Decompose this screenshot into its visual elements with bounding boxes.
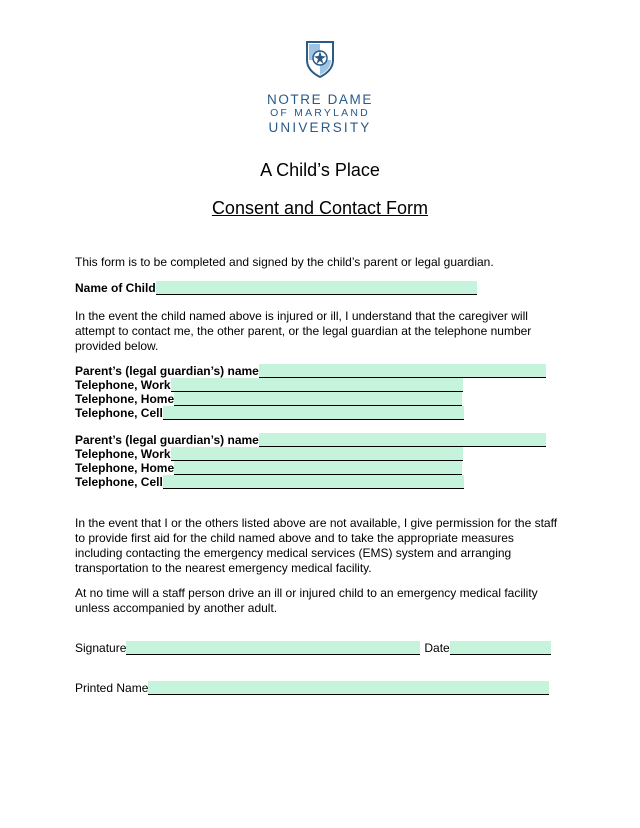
contact-line-2: attempt to contact me, the other parent, or the legal guardian at the telephone number	[75, 324, 532, 338]
guardian1-home-label: Telephone, Home	[75, 392, 175, 406]
permission-line-4: transportation to the nearest emergency medical facility.	[75, 561, 372, 575]
logo-line-2: OF MARYLAND	[270, 107, 370, 119]
guardian1-cell-field[interactable]	[163, 406, 464, 420]
date-label: Date	[424, 641, 450, 655]
transport-paragraph	[75, 586, 538, 616]
guardian1-work-row	[75, 378, 463, 392]
guardian1-name-field[interactable]	[259, 364, 546, 378]
shield-crest-icon	[305, 40, 335, 78]
name-of-child-field[interactable]	[156, 281, 477, 295]
name-of-child-row	[75, 281, 477, 295]
permission-line-2: to provide first aid for the child named above and to take the appropriate measures	[75, 531, 514, 545]
printed-name-field[interactable]	[148, 681, 549, 695]
guardian1-name-row	[75, 364, 546, 378]
guardian2-home-label: Telephone, Home	[75, 461, 175, 475]
guardian1-work-field[interactable]	[171, 378, 463, 392]
guardian2-work-row	[75, 447, 463, 461]
transport-line-1: At no time will a staff person drive an ill or injured child to an emergency medical facility	[75, 586, 538, 600]
signature-field[interactable]	[126, 641, 420, 655]
guardian1-home-row	[75, 392, 462, 406]
guardian1-work-label: Telephone, Work	[75, 378, 171, 392]
guardian2-name-label: Parent’s (legal guardian’s) name	[75, 433, 259, 447]
logo-line-1: NOTRE DAME	[266, 92, 373, 107]
guardian2-cell-field[interactable]	[163, 475, 464, 489]
name-of-child-label: Name of Child	[75, 281, 156, 295]
contact-line-3: provided below.	[75, 339, 159, 353]
guardian1-home-field[interactable]	[174, 392, 462, 406]
printed-name-label: Printed Name	[75, 681, 149, 695]
signature-label: Signature	[75, 641, 127, 655]
form-subtitle-text: Consent and Contact Form	[211, 198, 429, 218]
guardian2-home-row	[75, 461, 462, 475]
guardian2-home-field[interactable]	[174, 461, 462, 475]
university-logo	[0, 40, 640, 135]
transport-line-2: unless accompanied by another adult.	[75, 601, 278, 615]
guardian2-work-label: Telephone, Work	[75, 447, 171, 461]
permission-line-3: including contacting the emergency medical services (EMS) system and arranging	[75, 546, 512, 560]
guardian2-cell-label: Telephone, Cell	[75, 475, 163, 489]
guardian1-cell-label: Telephone, Cell	[75, 406, 163, 420]
guardian1-cell-row	[75, 406, 464, 420]
guardian2-work-field[interactable]	[171, 447, 463, 461]
intro-text: This form is to be completed and signed by the child’s parent or legal guardian.	[75, 255, 494, 269]
guardian2-name-field[interactable]	[259, 433, 546, 447]
guardian2-name-row	[75, 433, 546, 447]
permission-line-1: In the event that I or the others listed above are not available, I give permission for the staff	[75, 516, 558, 530]
form-subtitle	[0, 198, 640, 219]
page-title: A Child’s Place	[260, 160, 380, 180]
printed-name-row	[75, 681, 549, 695]
permission-paragraph	[75, 516, 557, 576]
date-field[interactable]	[450, 641, 551, 655]
guardian2-cell-row	[75, 475, 464, 489]
logo-line-3: UNIVERSITY	[268, 120, 372, 135]
guardian1-name-label: Parent’s (legal guardian’s) name	[75, 364, 259, 378]
signature-row	[75, 641, 551, 655]
contact-line-1: In the event the child named above is injured or ill, I understand that the caregiver will	[75, 309, 528, 323]
contact-paragraph	[75, 309, 531, 354]
